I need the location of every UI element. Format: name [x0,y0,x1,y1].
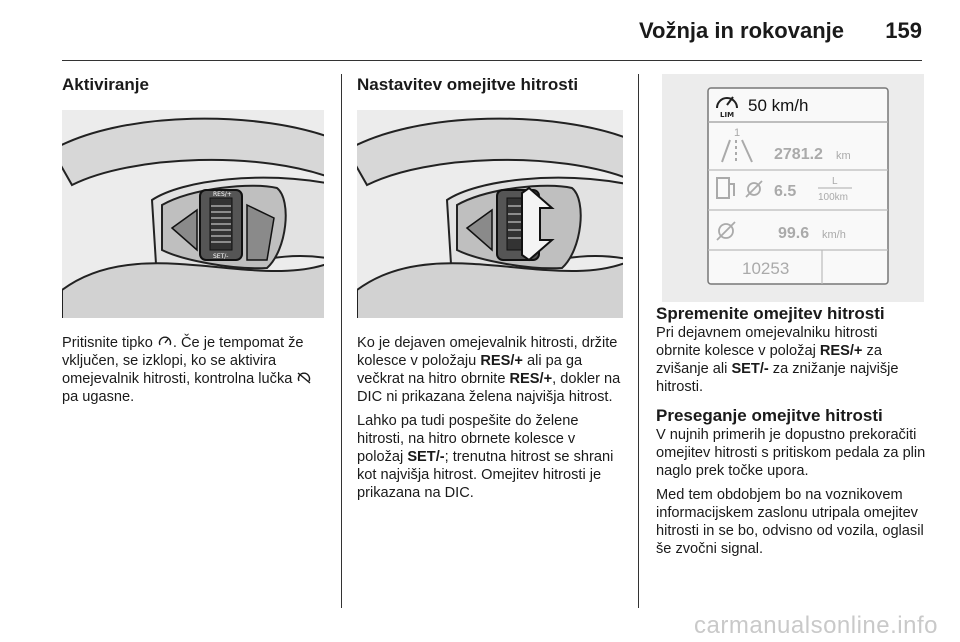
paragraph-exceed-limit-2: Med tem obdobjem bo na voznikovem informacijskem zaslonu utripala omejitev hitrosti in se bo, odvisno od vozila, oglasil še zvočni signal. [656,487,924,557]
set-speed-readout: 50 km/h [748,96,809,115]
odometer: 10253 [742,259,790,278]
steering-wheel-illustration [62,110,324,318]
fuel-unit-top: L [832,176,838,187]
page-header [62,0,922,60]
fuel-average: 6.5 [774,183,797,200]
trip-index: 1 [734,127,741,139]
trip-distance: 2781.2 [774,146,823,163]
section-title: Vožnja in rokovanje [639,18,844,43]
trip-distance-unit: km [836,150,851,162]
heading-activation: Aktiviranje [62,75,149,94]
paragraph-setting-2: Lahko pa tudi pospešite do želene hitrosti, na hitro obrnete kolesce v položaj SET/-; trenutna hitrost se shrani kot najvišja hitrost. Omejitev hitrosti je prikazana na DIC. [357,413,614,501]
column-divider-1 [341,74,342,608]
column-activation [62,74,324,96]
steering-wheel-illustration-2 [357,110,623,318]
paragraph-setting-1: Ko je dejaven omejevalnik hitrosti, držite kolesce v položaju RES/+ ali pa ga večkrat na hitro obrnite RES/+, dokler na DIC ni prikazana želena najvišja hitrost. [357,335,621,405]
steering-wheel-arrows-illustration [357,110,623,318]
steering-wheel-illustration-1 [62,110,324,318]
average-speed: 99.6 [778,225,810,242]
page-number: 159 [885,18,922,43]
speed-limiter-icon [157,335,173,349]
header-divider [62,60,922,61]
average-speed-unit: km/h [822,229,846,241]
column-activation-text [62,334,324,406]
dic-display [662,74,924,302]
heading-change-limit: Spremenite omejitev hitrosti [656,304,885,323]
paragraph-activation: Pritisnite tipko . Če je tempomat že vključen, se izklopi, ko se aktivira omejevalnik hitrosti, kontrolna lučka pa ugasne. [62,334,324,406]
fuel-unit-bottom: 100km [818,192,849,203]
dic-display-illustration [662,74,924,302]
column-change-limit [656,304,926,558]
heading-setting: Nastavitev omejitve hitrosti [357,75,579,94]
paragraph-change-limit: Pri dejavnem omejevalniku hitrosti obrnite kolesce v položaj RES/+ za zvišanje ali SET/- za znižanje najvišje hitrosti. [656,325,899,395]
heading-exceed-limit: Preseganje omejitve hitrosti [656,406,883,425]
paragraph-exceed-limit-1: V nujnih primerih je dopustno prekoračiti omejitev hitrosti s pritiskom pedala za plin naglo prek točke upora. [656,427,926,479]
column-divider-2 [638,74,639,608]
watermark: carmanualsonline.info [694,612,938,639]
wheel-label-set: SET/- [213,253,229,260]
column-setting [357,74,623,96]
cruise-control-off-icon [296,371,312,385]
column-setting-text [357,334,623,502]
svg-text:LIM: LIM [720,111,735,119]
wheel-label-res: RES/+ [213,191,232,198]
